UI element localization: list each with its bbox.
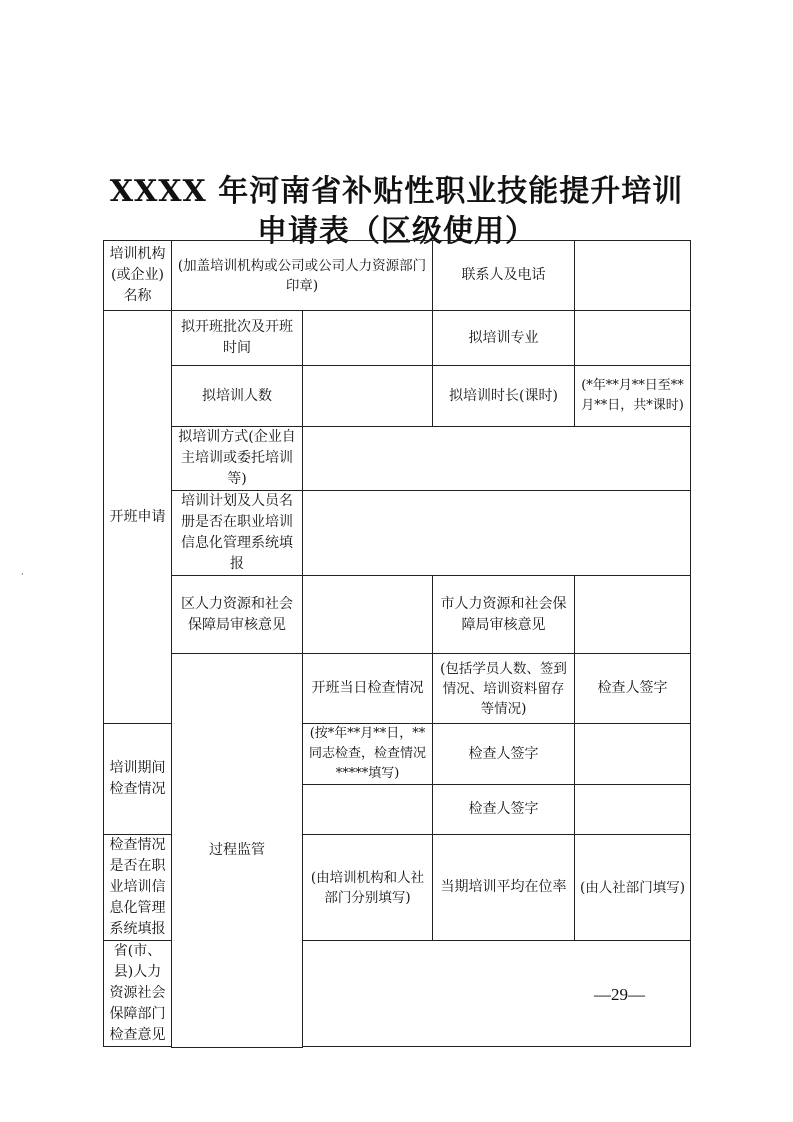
table-row bbox=[104, 491, 691, 576]
count-field[interactable] bbox=[303, 366, 433, 427]
inspector-sign-label-3: 检查人签字 bbox=[433, 785, 575, 835]
opening-check-label: 开班当日检查情况 bbox=[303, 654, 433, 724]
city-review-field[interactable] bbox=[575, 576, 691, 654]
table-row bbox=[104, 311, 691, 366]
inspector-sign-label-1: 检查人签字 bbox=[575, 654, 691, 724]
table-row bbox=[104, 366, 691, 427]
method-label: 拟培训方式(企业自主培训或委托培训等) bbox=[172, 427, 303, 491]
major-field[interactable] bbox=[575, 311, 691, 366]
system-fill-note: (由培训机构和人社部门分别填写) bbox=[303, 835, 433, 941]
city-review-label: 市人力资源和社会保障局审核意见 bbox=[433, 576, 575, 654]
major-label: 拟培训专业 bbox=[433, 311, 575, 366]
plan-field[interactable] bbox=[303, 491, 691, 576]
duration-label: 拟培训时长(课时) bbox=[433, 366, 575, 427]
contact-field[interactable] bbox=[575, 241, 691, 311]
table-row bbox=[104, 241, 691, 311]
contact-label: 联系人及电话 bbox=[433, 241, 575, 311]
attendance-label: 当期培训平均在位率 bbox=[433, 835, 575, 941]
district-review-label: 区人力资源和社会保障局审核意见 bbox=[172, 576, 303, 654]
document-title-line2: 申请表（区级使用） bbox=[257, 214, 536, 249]
period-check-field[interactable] bbox=[303, 785, 433, 835]
section-monitor-label: 过程监管 bbox=[172, 654, 303, 1048]
county-check-label: 省(市、县)人力资源社会保障部门检查意见 bbox=[104, 941, 172, 1047]
method-field[interactable] bbox=[303, 427, 691, 491]
page-number: —29— bbox=[594, 985, 645, 1004]
district-review-field[interactable] bbox=[303, 576, 433, 654]
scan-speck: · bbox=[21, 570, 24, 580]
period-check-note: (按*年**月**日，**同志检查，检查情况*****填写) bbox=[303, 724, 433, 785]
system-fill-label: 检查情况是否在职业培训信息化管理系统填报 bbox=[104, 835, 172, 941]
inspector-sign-field-3[interactable] bbox=[575, 785, 691, 835]
document-title-line1: XXXX 年河南省补贴性职业技能提升培训 bbox=[109, 174, 684, 209]
inspector-sign-field-2[interactable] bbox=[575, 724, 691, 785]
inspector-sign-label-2: 检查人签字 bbox=[433, 724, 575, 785]
table-row bbox=[104, 427, 691, 491]
application-form-table bbox=[103, 240, 691, 1048]
period-check-label: 培训期间检查情况 bbox=[104, 724, 172, 835]
plan-label: 培训计划及人员名册是否在职业培训信息化管理系统填报 bbox=[172, 491, 303, 576]
batch-field[interactable] bbox=[303, 311, 433, 366]
table-row bbox=[104, 654, 691, 724]
table-row bbox=[104, 576, 691, 654]
batch-label: 拟开班批次及开班时间 bbox=[172, 311, 303, 366]
org-note: (加盖培训机构或公司或公司人力资源部门印章) bbox=[172, 241, 433, 311]
duration-note: (*年**月**日至**月**日，共*课时) bbox=[575, 366, 691, 427]
opening-check-note: (包括学员人数、签到情况、培训资料留存等情况) bbox=[433, 654, 575, 724]
count-label: 拟培训人数 bbox=[172, 366, 303, 427]
org-label: 培训机构(或企业)名称 bbox=[104, 241, 172, 311]
attendance-note: (由人社部门填写) bbox=[575, 835, 691, 941]
section-apply-label: 开班申请 bbox=[104, 311, 172, 724]
